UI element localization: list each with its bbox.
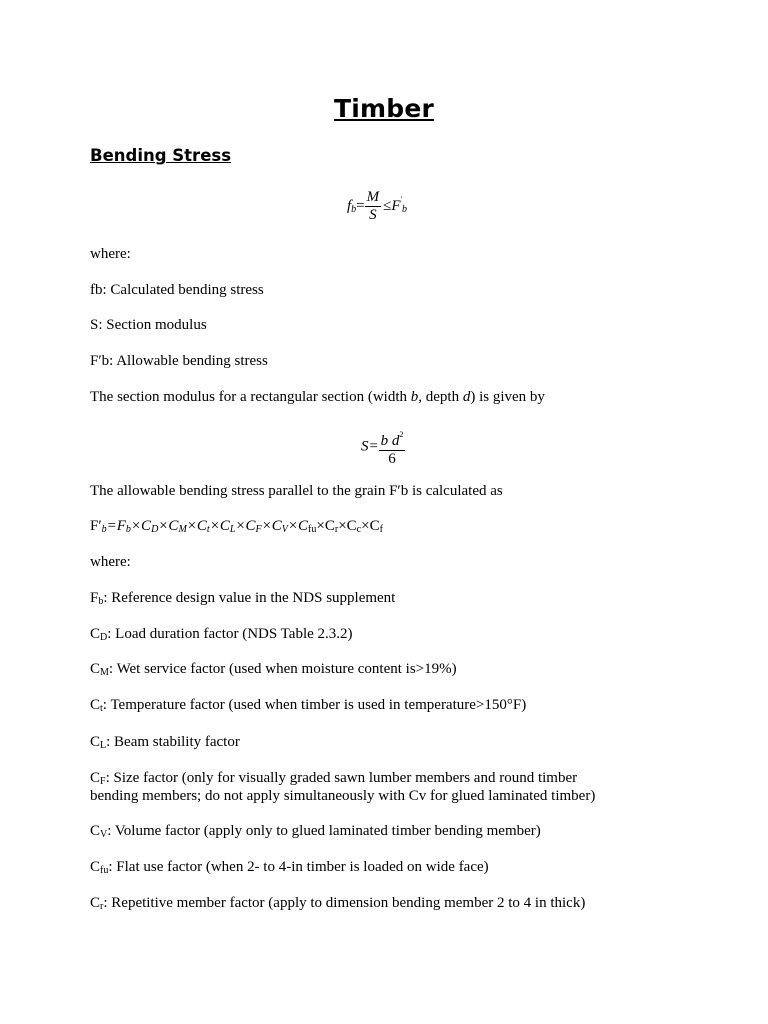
- eq3-cf: ×C: [235, 518, 256, 534]
- factor-symbol: C: [90, 661, 101, 677]
- eq3-cf-sub: F: [255, 524, 262, 535]
- eq3-lhs-sub: b: [101, 524, 107, 535]
- eq2-d: d: [391, 433, 400, 449]
- factor-fb: [90, 589, 395, 611]
- eq3-cm-sub: M: [178, 524, 187, 535]
- eq3-cm: ×C: [158, 518, 179, 534]
- text-run: The section modulus for a rectangular section (width: [90, 389, 411, 405]
- bending-stress-equation: [347, 189, 407, 224]
- eq3-ct: ×C: [186, 518, 207, 534]
- eq3-cf-final-sub: f: [379, 524, 383, 535]
- eq1-lhs-sub: b: [351, 203, 357, 215]
- factor-description: : Reference design value in the NDS supplement: [103, 590, 396, 606]
- factor-symbol: C: [90, 734, 101, 750]
- eq3-cr: ×C: [316, 518, 335, 534]
- section-heading: Bending Stress: [90, 146, 232, 165]
- definition-fprime-b: F′b: Allowable bending stress: [90, 353, 268, 369]
- eq1-numerator: M: [366, 189, 380, 205]
- eq3-cd-sub: D: [151, 524, 159, 535]
- factor-ct: [90, 696, 526, 718]
- where-label-2: where:: [90, 554, 131, 570]
- factor-subscript: t: [100, 703, 103, 714]
- eq3-cv-sub: V: [281, 524, 288, 535]
- factor-description: : Flat use factor (when 2- to 4-in timber is loaded on wide face): [108, 859, 489, 875]
- text-run: , depth: [418, 389, 463, 405]
- page-title: Timber: [333, 94, 435, 123]
- factor-subscript: D: [100, 632, 108, 643]
- eq3-cc-sub: c: [356, 524, 362, 535]
- definition-s: S: Section modulus: [90, 317, 207, 333]
- factor-subscript: fu: [100, 865, 109, 876]
- eq3-cfu-sub: fu: [308, 524, 317, 535]
- factor-description: : Load duration factor (NDS Table 2.3.2): [107, 626, 353, 642]
- eq3-cf-final: ×C: [361, 518, 380, 534]
- factor-description: : Size factor (only for visually graded sawn lumber members and round timber: [105, 770, 578, 786]
- eq1-rhs-sub: b: [402, 203, 407, 215]
- factor-cfu: [90, 858, 489, 880]
- text-run: ) is given by: [470, 389, 545, 405]
- eq2-fraction: [379, 426, 406, 468]
- eq1-rhs-prime: ': [400, 194, 402, 204]
- eq1-rhs: F: [391, 197, 401, 214]
- factor-symbol: C: [90, 626, 101, 642]
- eq3-fb-sub: b: [125, 524, 131, 535]
- eq3-cl-sub: L: [229, 524, 236, 535]
- factor-subscript: L: [100, 740, 107, 751]
- factor-symbol: C: [90, 770, 101, 786]
- factor-symbol: C: [90, 823, 101, 839]
- factor-description: : Wet service factor (used when moisture content is>19%): [108, 661, 457, 677]
- eq2-exponent: 2: [399, 430, 404, 439]
- factor-subscript: M: [100, 667, 109, 678]
- definition-fb: fb: Calculated bending stress: [90, 282, 264, 298]
- eq3-fb: =F: [106, 518, 126, 534]
- factor-symbol: C: [90, 697, 101, 713]
- factor-subscript: F: [100, 776, 106, 787]
- eq3-cl: ×C: [209, 518, 230, 534]
- section-modulus-paragraph: [90, 388, 545, 406]
- factor-description: : Temperature factor (used when timber is used in temperature>150°F): [102, 697, 527, 713]
- eq3-lhs: F′: [90, 518, 102, 534]
- factor-subscript: b: [98, 596, 104, 607]
- var-b: b: [410, 389, 419, 405]
- factor-cr: [90, 894, 585, 916]
- factor-symbol: C: [90, 895, 101, 911]
- eq2-b: b: [380, 433, 389, 449]
- eq3-cv: ×C: [261, 518, 282, 534]
- eq1-fraction: [365, 189, 382, 224]
- factor-description: : Repetitive member factor (apply to dimension bending member 2 to 4 in thick): [103, 895, 586, 911]
- factor-cm: [90, 660, 457, 682]
- factor-cl: [90, 733, 240, 755]
- eq1-relation: ≤: [383, 197, 392, 214]
- allowable-stress-equation: [90, 517, 383, 539]
- eq1-denominator: S: [369, 207, 377, 223]
- factor-cv: [90, 822, 541, 844]
- eq1-equals: =: [356, 197, 365, 214]
- factor-cd: [90, 625, 353, 647]
- eq2-lhs: S=: [361, 438, 379, 455]
- allowable-stress-paragraph: The allowable bending stress parallel to the grain F′b is calculated as: [90, 483, 503, 499]
- var-d: d: [462, 389, 471, 405]
- eq2-denominator: 6: [388, 451, 396, 467]
- factor-description: : Volume factor (apply only to glued laminated timber bending member): [107, 823, 541, 839]
- factor-symbol: C: [90, 859, 101, 875]
- eq3-ct-sub: t: [206, 524, 210, 535]
- factor-description: : Beam stability factor: [106, 734, 240, 750]
- eq3-cc: ×C: [338, 518, 357, 534]
- factor-subscript: V: [100, 829, 108, 840]
- eq3-cr-sub: r: [334, 524, 339, 535]
- factor-subscript: r: [100, 901, 104, 912]
- factor-cf-continued: bending members; do not apply simultaneously with Cv for glued laminated timber): [90, 788, 596, 804]
- eq2-numerator: [379, 426, 406, 451]
- where-label-1: where:: [90, 246, 131, 262]
- factor-symbol: F: [90, 590, 99, 606]
- eq3-cd: ×C: [130, 518, 152, 534]
- eq3-cfu: ×C: [287, 518, 309, 534]
- eq1-lhs: f: [347, 197, 352, 214]
- section-modulus-equation: [361, 426, 405, 468]
